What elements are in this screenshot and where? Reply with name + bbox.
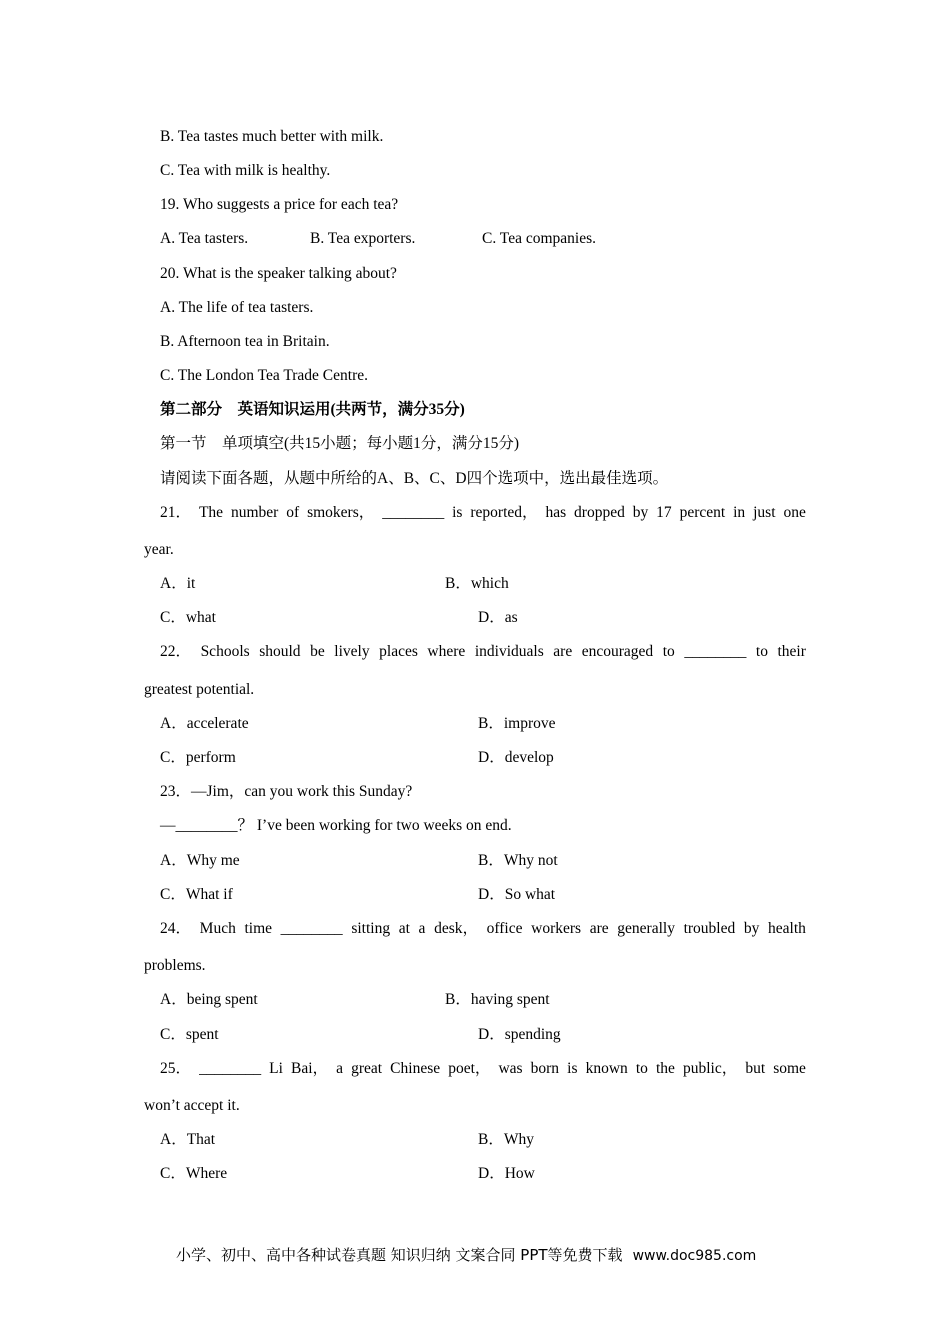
footer-text: 小学、初中、高中各种试卷真题 知识归纳 文案合同 PPT等免费下载 [176, 1246, 623, 1264]
stem-word: dropped [574, 504, 625, 521]
q23-stem-reply: —________？ I’ve been working for two weeks on end. [160, 817, 512, 834]
q18-option-c: C. Tea with milk is healthy. [160, 162, 331, 179]
q20-option-a: A. The life of tea tasters. [160, 299, 314, 316]
stem-word: their [777, 643, 806, 660]
stem-word: office [486, 920, 523, 937]
q19-option-a: A. Tea tasters. [160, 230, 249, 247]
q23-option-c: C．What if [160, 886, 233, 903]
stem-word: places [379, 643, 418, 660]
q24-option-d: D．spending [478, 1026, 561, 1043]
stem-word: health [768, 920, 806, 937]
stem-word: time [244, 920, 273, 937]
stem-word: of [286, 504, 300, 521]
footer-url[interactable]: www.doc985.com [632, 1248, 757, 1264]
stem-word: individuals [474, 643, 544, 660]
stem-word: the [655, 1060, 675, 1077]
q22-option-a: A．accelerate [160, 715, 249, 732]
stem-word: Bai， [291, 1060, 329, 1077]
stem-word: just [753, 504, 776, 521]
stem-word: one [783, 504, 806, 521]
q22-stem [160, 642, 806, 662]
stem-word: has [545, 504, 567, 521]
stem-word: ________ [382, 504, 445, 521]
stem-word: encouraged [581, 643, 654, 660]
stem-word: lively [334, 643, 370, 660]
stem-word: smokers， [307, 504, 375, 521]
stem-word: to [662, 643, 675, 660]
stem-word: desk， [434, 920, 478, 937]
q22-option-c: C．perform [160, 749, 236, 766]
stem-word: sitting [351, 920, 391, 937]
stem-word: public， [683, 1060, 738, 1077]
q23-option-b: B．Why not [478, 852, 558, 869]
q21-option-c: C．what [160, 609, 216, 626]
q24-stem [160, 919, 806, 939]
q25-option-b: B．Why [478, 1131, 534, 1148]
stem-word: troubled [683, 920, 736, 937]
stem-word: where [427, 643, 466, 660]
stem-word: poet， [448, 1060, 491, 1077]
instruction: 请阅读下面各题，从题中所给的A、B、C、D四个选项中，选出最佳选项。 [160, 470, 669, 487]
q24-stem-continued: problems. [144, 957, 206, 974]
q20-option-c: C. The London Tea Trade Centre. [160, 367, 368, 384]
stem-word: should [259, 643, 301, 660]
stem-word: at [398, 920, 410, 937]
stem-word: to [755, 643, 768, 660]
q19-stem: 19. Who suggests a price for each tea? [160, 196, 399, 213]
stem-word: percent [679, 504, 726, 521]
stem-word: was [498, 1060, 523, 1077]
stem-word: ________ [684, 643, 747, 660]
stem-word: Chinese [390, 1060, 441, 1077]
q21-stem-continued: year. [144, 541, 174, 558]
stem-word: 21． [160, 504, 192, 521]
stem-word: by [632, 504, 649, 521]
q21-option-b: B．which [445, 575, 509, 592]
q24-option-b: B．having spent [445, 991, 550, 1008]
stem-word: be [310, 643, 325, 660]
stem-word: Much [199, 920, 236, 937]
stem-word: are [553, 643, 573, 660]
stem-word: some [773, 1060, 806, 1077]
stem-word: to [635, 1060, 648, 1077]
stem-word: workers [531, 920, 582, 937]
stem-word: a [336, 1060, 344, 1077]
stem-word: in [733, 504, 746, 521]
stem-word: number [230, 504, 279, 521]
part2-heading: 第二部分 英语知识运用(共两节，满分35分) [160, 401, 465, 418]
stem-word: ________ [199, 1060, 262, 1077]
q23-option-a: A．Why me [160, 852, 240, 869]
q25-stem [160, 1059, 806, 1079]
q19-option-c: C. Tea companies. [482, 230, 596, 247]
section1-heading: 第一节 单项填空(共15小题；每小题1分，满分15分) [160, 435, 520, 452]
q21-option-d: D．as [478, 609, 518, 626]
stem-word: Li [269, 1060, 283, 1077]
stem-word: 17 [656, 504, 672, 521]
q25-option-a: A．That [160, 1131, 216, 1148]
q22-stem-continued: greatest potential. [144, 681, 255, 698]
stem-word: a [418, 920, 426, 937]
q24-option-a: A．being spent [160, 991, 258, 1008]
stem-word: but [745, 1060, 766, 1077]
stem-word: reported， [470, 504, 538, 521]
stem-word: 25． [160, 1060, 192, 1077]
q25-option-c: C．Where [160, 1165, 228, 1182]
q20-option-b: B. Afternoon tea in Britain. [160, 333, 330, 350]
q23-stem: 23．—Jim，can you work this Sunday? [160, 783, 413, 800]
stem-word: generally [617, 920, 675, 937]
stem-word: is [452, 504, 463, 521]
q20-stem: 20. What is the speaker talking about? [160, 265, 397, 282]
q25-option-d: D．How [478, 1165, 535, 1182]
q19-option-b: B. Tea exporters. [310, 230, 416, 247]
stem-word: Schools [200, 643, 250, 660]
stem-word: The [198, 504, 224, 521]
stem-word: great [351, 1060, 383, 1077]
q21-option-a: A．it [160, 575, 196, 592]
stem-word: is [567, 1060, 578, 1077]
q22-option-b: B．improve [478, 715, 556, 732]
q24-option-c: C．spent [160, 1026, 219, 1043]
q23-option-d: D．So what [478, 886, 556, 903]
q18-option-b: B. Tea tastes much better with milk. [160, 128, 384, 145]
q25-stem-continued: won’t accept it. [144, 1097, 240, 1114]
stem-word: ________ [280, 920, 343, 937]
q21-stem [160, 503, 806, 523]
stem-word: 22． [160, 643, 192, 660]
stem-word: 24． [160, 920, 192, 937]
footer [176, 1244, 756, 1267]
q22-option-d: D．develop [478, 749, 554, 766]
stem-word: are [589, 920, 609, 937]
stem-word: born [530, 1060, 560, 1077]
stem-word: by [743, 920, 760, 937]
stem-word: known [585, 1060, 628, 1077]
